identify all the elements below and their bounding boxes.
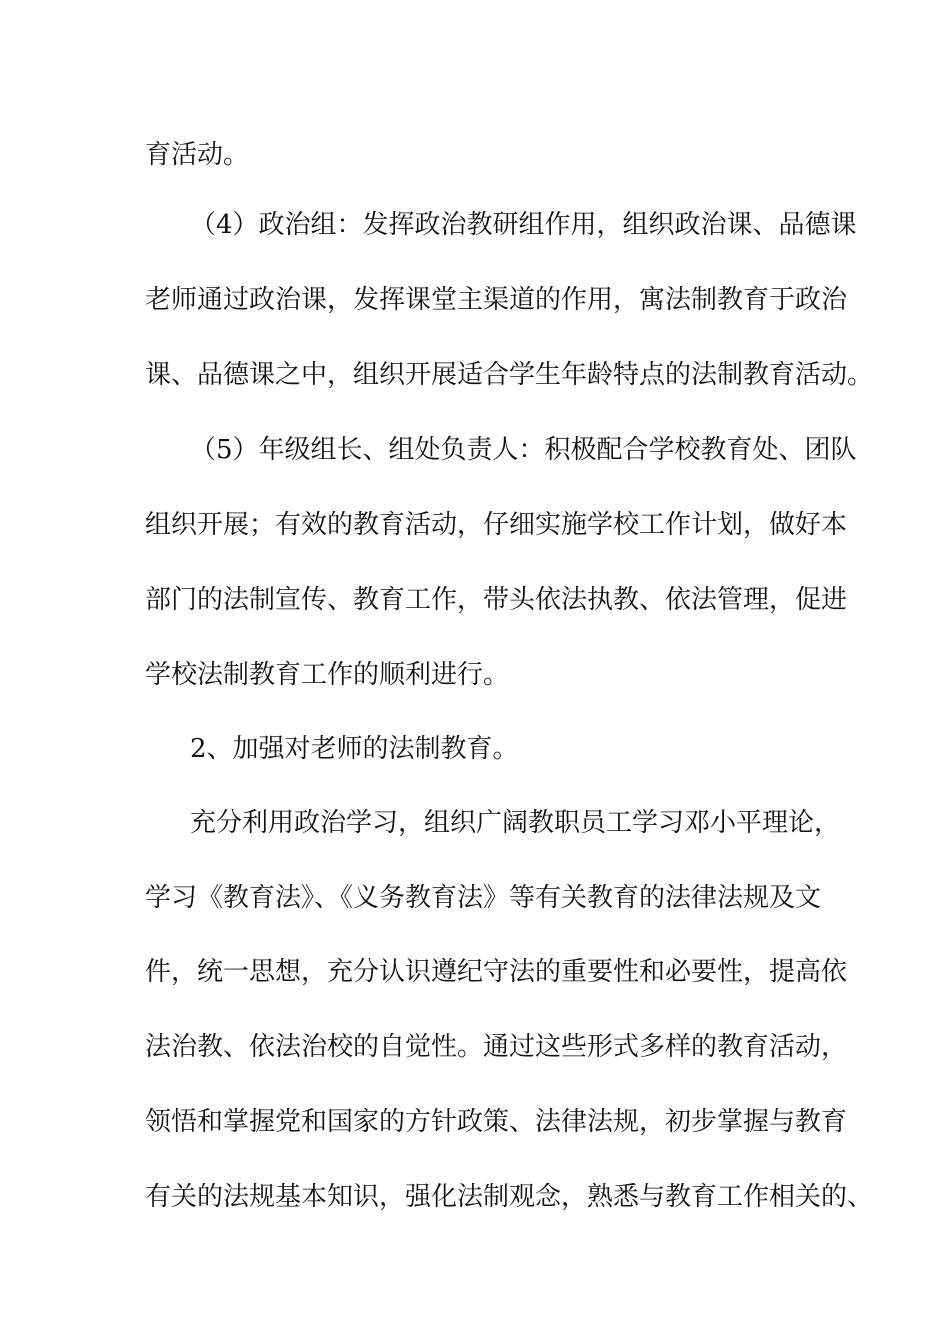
text-line: 育活动。 xyxy=(145,140,250,170)
text-line: （4）政治组：发挥政治教研组作用，组织政治课、品德课 xyxy=(190,210,857,240)
text-line: （5）年级组长、组处负责人：积极配合学校教育处、团队 xyxy=(190,435,857,465)
text-line: 部门的法制宣传、教育工作，带头依法执教、依法管理，促进 xyxy=(145,585,848,615)
text-line: 件，统一思想，充分认识遵纪守法的重要性和必要性，提高依 xyxy=(145,957,848,987)
text-line: 法治教、依法治校的自觉性。通过这些形式多样的教育活动， xyxy=(145,1032,848,1062)
text-line: 充分利用政治学习，组织广阔教职员工学习邓小平理论， xyxy=(190,808,841,838)
text-line: 组织开展；有效的教育活动，仔细实施学校工作计划，做好本 xyxy=(145,510,848,540)
text-line: 老师通过政治课，发挥课堂主渠道的作用，寓法制教育于政治 xyxy=(145,285,848,315)
text-line: 学习《教育法》、《义务教育法》等有关教育的法律法规及文 xyxy=(145,883,822,913)
text-line: 有关的法规基本知识，强化法制观念，熟悉与教育工作相关的、 xyxy=(145,1182,874,1212)
text-line: 领悟和掌握党和国家的方针政策、法律法规，初步掌握与教育 xyxy=(145,1107,848,1137)
section-heading: 2、加强对老师的法制教育。 xyxy=(190,734,519,764)
text-line: 课、品德课之中，组织开展适合学生年龄特点的法制教育活动。 xyxy=(145,360,874,390)
text-line: 学校法制教育工作的顺利进行。 xyxy=(145,660,510,690)
